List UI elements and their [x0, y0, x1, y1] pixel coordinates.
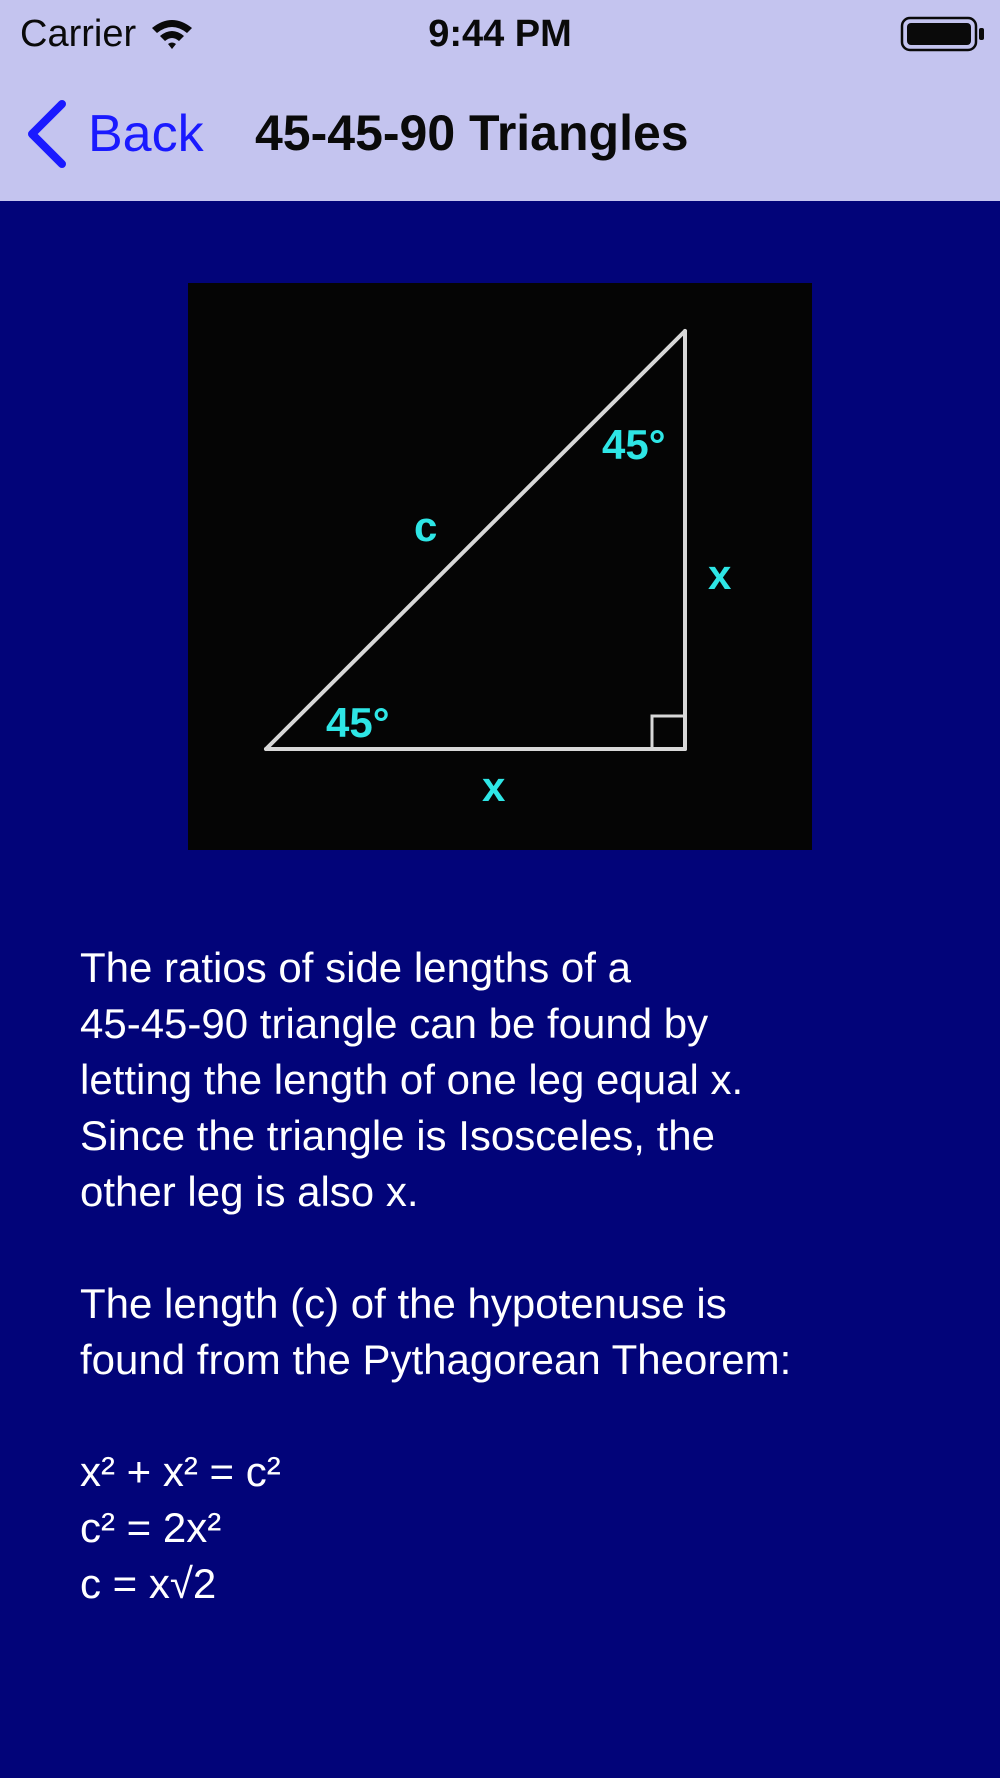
carrier-label: Carrier [20, 12, 137, 55]
back-label: Back [88, 104, 204, 163]
triangle-shape [266, 331, 685, 749]
back-button[interactable] [24, 96, 204, 171]
angle-label-top: 45° [602, 421, 666, 468]
equation-2: c² = 2x² [80, 1504, 222, 1551]
triangle-diagram [188, 283, 812, 850]
triangle-diagram-svg [188, 283, 812, 850]
status-time: 9:44 PM [428, 13, 572, 55]
page-title: 45-45-90 Triangles [255, 105, 689, 161]
battery-icon [900, 14, 986, 54]
explanation-paragraph-1: The ratios of side lengths of a 45-45-90 triangle can be found by letting the length of one leg equal x. Since the triangle is Isosceles, the other leg is also x. [80, 944, 744, 1215]
horizontal-leg-label: x [482, 763, 506, 810]
equation-3: c = x√2 [80, 1560, 217, 1607]
vertical-leg-label: x [708, 551, 732, 598]
hypotenuse-label: c [414, 503, 438, 550]
chevron-left-icon [24, 98, 68, 170]
angle-label-bottom: 45° [326, 699, 390, 746]
explanation-content [80, 940, 940, 1612]
hypotenuse-line [266, 331, 685, 749]
explanation-paragraph-2: The length (c) of the hypotenuse is found from the Pythagorean Theorem: [80, 1280, 792, 1383]
equation-1: x² + x² = c² [80, 1448, 281, 1495]
right-angle-marker [652, 716, 685, 749]
navigation-bar [0, 66, 1000, 201]
status-bar [0, 0, 1000, 66]
